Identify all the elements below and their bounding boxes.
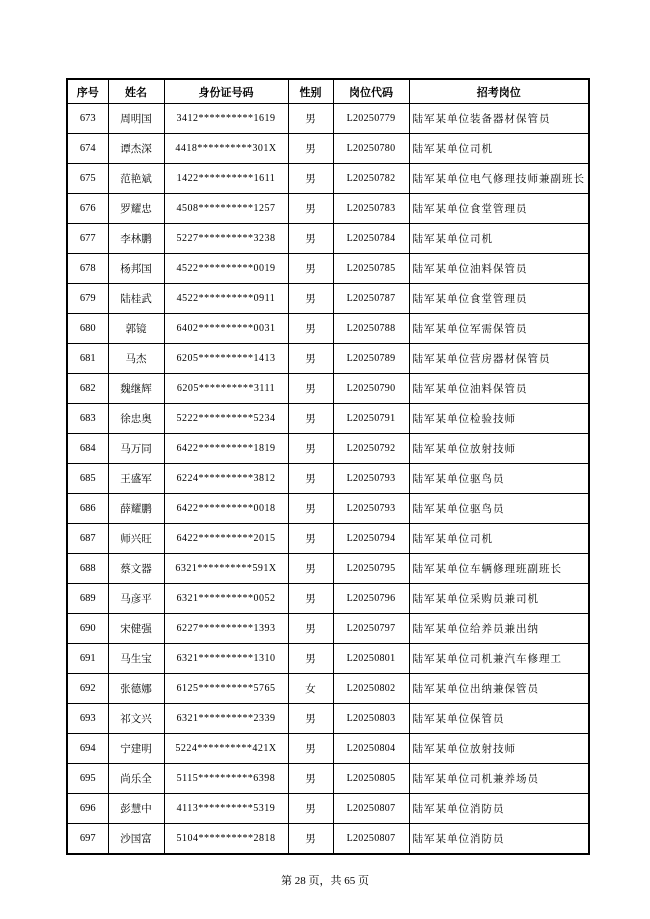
cell-name: 罗耀忠 [108, 194, 164, 224]
header-gender: 性别 [288, 79, 333, 104]
header-serial: 序号 [67, 79, 108, 104]
table-row [67, 284, 589, 314]
cell-position: 陆军某单位驱鸟员 [409, 494, 589, 524]
cell-gender: 男 [288, 134, 333, 164]
cell-position: 陆军某单位出纳兼保管员 [409, 674, 589, 704]
cell-position: 陆军某单位司机 [409, 134, 589, 164]
cell-gender: 男 [288, 224, 333, 254]
cell-gender: 男 [288, 284, 333, 314]
cell-gender: 男 [288, 764, 333, 794]
cell-position: 陆军某单位驱鸟员 [409, 464, 589, 494]
cell-gender: 女 [288, 674, 333, 704]
table-row [67, 134, 589, 164]
cell-gender: 男 [288, 524, 333, 554]
cell-position: 陆军某单位油料保管员 [409, 374, 589, 404]
header-id-number: 身份证号码 [164, 79, 288, 104]
cell-job-code: L20250784 [333, 224, 409, 254]
cell-id-number: 6227**********1393 [164, 614, 288, 644]
table-header [67, 79, 589, 104]
table-row [67, 254, 589, 284]
cell-name: 陆桂武 [108, 284, 164, 314]
cell-serial: 684 [67, 434, 108, 464]
cell-position: 陆军某单位采购员兼司机 [409, 584, 589, 614]
cell-serial: 697 [67, 824, 108, 855]
cell-position: 陆军某单位给养员兼出纳 [409, 614, 589, 644]
cell-name: 杨邦国 [108, 254, 164, 284]
cell-serial: 686 [67, 494, 108, 524]
cell-position: 陆军某单位司机兼汽车修理工 [409, 644, 589, 674]
cell-job-code: L20250794 [333, 524, 409, 554]
cell-gender: 男 [288, 734, 333, 764]
cell-name: 马生宝 [108, 644, 164, 674]
cell-gender: 男 [288, 584, 333, 614]
table-row [67, 434, 589, 464]
page-footer: 第 28 页，共 65 页 [281, 875, 369, 887]
cell-id-number: 6422**********2015 [164, 524, 288, 554]
cell-position: 陆军某单位电气修理技师兼副班长 [409, 164, 589, 194]
table-row [67, 584, 589, 614]
cell-name: 薛耀鹏 [108, 494, 164, 524]
cell-name: 沙国富 [108, 824, 164, 855]
cell-id-number: 4113**********5319 [164, 794, 288, 824]
cell-name: 郭镜 [108, 314, 164, 344]
cell-serial: 676 [67, 194, 108, 224]
cell-job-code: L20250793 [333, 464, 409, 494]
cell-name: 张德娜 [108, 674, 164, 704]
cell-gender: 男 [288, 314, 333, 344]
cell-gender: 男 [288, 794, 333, 824]
table-row [67, 464, 589, 494]
table-row [67, 734, 589, 764]
cell-job-code: L20250801 [333, 644, 409, 674]
cell-id-number: 1422**********1611 [164, 164, 288, 194]
cell-id-number: 4508**********1257 [164, 194, 288, 224]
cell-position: 陆军某单位保管员 [409, 704, 589, 734]
cell-id-number: 6321**********2339 [164, 704, 288, 734]
cell-name: 师兴旺 [108, 524, 164, 554]
cell-position: 陆军某单位车辆修理班副班长 [409, 554, 589, 584]
cell-name: 马彦平 [108, 584, 164, 614]
cell-id-number: 3412**********1619 [164, 104, 288, 134]
cell-serial: 680 [67, 314, 108, 344]
cell-id-number: 5224**********421X [164, 734, 288, 764]
cell-name: 蔡文器 [108, 554, 164, 584]
header-name: 姓名 [108, 79, 164, 104]
header-row [67, 79, 589, 104]
cell-gender: 男 [288, 644, 333, 674]
table-row [67, 104, 589, 134]
cell-position: 陆军某单位放射技师 [409, 734, 589, 764]
cell-serial: 675 [67, 164, 108, 194]
cell-gender: 男 [288, 494, 333, 524]
table-row [67, 674, 589, 704]
cell-name: 谭杰深 [108, 134, 164, 164]
table-row [67, 314, 589, 344]
cell-id-number: 6402**********0031 [164, 314, 288, 344]
cell-serial: 681 [67, 344, 108, 374]
cell-serial: 678 [67, 254, 108, 284]
cell-gender: 男 [288, 194, 333, 224]
cell-job-code: L20250785 [333, 254, 409, 284]
cell-position: 陆军某单位放射技师 [409, 434, 589, 464]
table-row [67, 554, 589, 584]
cell-serial: 674 [67, 134, 108, 164]
cell-id-number: 6224**********3812 [164, 464, 288, 494]
cell-name: 范艳斌 [108, 164, 164, 194]
cell-name: 宁建明 [108, 734, 164, 764]
table-row [67, 794, 589, 824]
cell-serial: 688 [67, 554, 108, 584]
cell-serial: 687 [67, 524, 108, 554]
cell-job-code: L20250803 [333, 704, 409, 734]
cell-job-code: L20250779 [333, 104, 409, 134]
cell-id-number: 4522**********0911 [164, 284, 288, 314]
table-row [67, 374, 589, 404]
cell-gender: 男 [288, 824, 333, 855]
cell-gender: 男 [288, 434, 333, 464]
cell-serial: 673 [67, 104, 108, 134]
cell-id-number: 6422**********1819 [164, 434, 288, 464]
table-row [67, 494, 589, 524]
header-position: 招考岗位 [409, 79, 589, 104]
cell-id-number: 5115**********6398 [164, 764, 288, 794]
cell-serial: 685 [67, 464, 108, 494]
cell-serial: 677 [67, 224, 108, 254]
cell-name: 李林鹏 [108, 224, 164, 254]
cell-serial: 682 [67, 374, 108, 404]
table-row [67, 224, 589, 254]
cell-gender: 男 [288, 554, 333, 584]
cell-serial: 694 [67, 734, 108, 764]
cell-position: 陆军某单位营房器材保管员 [409, 344, 589, 374]
cell-serial: 691 [67, 644, 108, 674]
cell-job-code: L20250796 [333, 584, 409, 614]
recruitment-roster-table [66, 78, 590, 855]
table-row [67, 524, 589, 554]
cell-gender: 男 [288, 704, 333, 734]
cell-gender: 男 [288, 374, 333, 404]
table-row [67, 764, 589, 794]
cell-position: 陆军某单位消防员 [409, 794, 589, 824]
cell-gender: 男 [288, 614, 333, 644]
cell-position: 陆军某单位军需保管员 [409, 314, 589, 344]
cell-job-code: L20250805 [333, 764, 409, 794]
cell-name: 祁文兴 [108, 704, 164, 734]
cell-position: 陆军某单位食堂管理员 [409, 284, 589, 314]
cell-name: 宋健强 [108, 614, 164, 644]
cell-serial: 690 [67, 614, 108, 644]
table-row [67, 164, 589, 194]
cell-id-number: 5104**********2818 [164, 824, 288, 855]
cell-gender: 男 [288, 464, 333, 494]
cell-id-number: 4522**********0019 [164, 254, 288, 284]
cell-id-number: 6321**********0052 [164, 584, 288, 614]
cell-job-code: L20250782 [333, 164, 409, 194]
cell-job-code: L20250787 [333, 284, 409, 314]
cell-name: 徐忠奥 [108, 404, 164, 434]
cell-position: 陆军某单位消防员 [409, 824, 589, 855]
cell-name: 王盛军 [108, 464, 164, 494]
cell-name: 周明国 [108, 104, 164, 134]
cell-gender: 男 [288, 104, 333, 134]
cell-position: 陆军某单位装备器材保管员 [409, 104, 589, 134]
cell-serial: 689 [67, 584, 108, 614]
cell-serial: 679 [67, 284, 108, 314]
table-row [67, 344, 589, 374]
cell-job-code: L20250789 [333, 344, 409, 374]
cell-id-number: 6321**********591X [164, 554, 288, 584]
table-row [67, 644, 589, 674]
cell-gender: 男 [288, 254, 333, 284]
cell-position: 陆军某单位司机 [409, 524, 589, 554]
cell-position: 陆军某单位司机兼养场员 [409, 764, 589, 794]
cell-id-number: 6321**********1310 [164, 644, 288, 674]
cell-serial: 692 [67, 674, 108, 704]
cell-id-number: 5227**********3238 [164, 224, 288, 254]
cell-job-code: L20250788 [333, 314, 409, 344]
table-row [67, 614, 589, 644]
cell-name: 尚乐全 [108, 764, 164, 794]
cell-job-code: L20250780 [333, 134, 409, 164]
cell-job-code: L20250792 [333, 434, 409, 464]
table-row [67, 194, 589, 224]
cell-id-number: 4418**********301X [164, 134, 288, 164]
table-body [67, 104, 589, 855]
cell-gender: 男 [288, 164, 333, 194]
header-job-code: 岗位代码 [333, 79, 409, 104]
cell-serial: 695 [67, 764, 108, 794]
cell-job-code: L20250791 [333, 404, 409, 434]
cell-name: 彭慧中 [108, 794, 164, 824]
table-row [67, 704, 589, 734]
cell-name: 马万同 [108, 434, 164, 464]
cell-id-number: 6422**********0018 [164, 494, 288, 524]
cell-job-code: L20250783 [333, 194, 409, 224]
cell-serial: 696 [67, 794, 108, 824]
cell-id-number: 6205**********3111 [164, 374, 288, 404]
cell-position: 陆军某单位司机 [409, 224, 589, 254]
cell-serial: 683 [67, 404, 108, 434]
cell-gender: 男 [288, 344, 333, 374]
table-row [67, 404, 589, 434]
cell-id-number: 5222**********5234 [164, 404, 288, 434]
cell-id-number: 6205**********1413 [164, 344, 288, 374]
cell-serial: 693 [67, 704, 108, 734]
cell-position: 陆军某单位食堂管理员 [409, 194, 589, 224]
cell-job-code: L20250802 [333, 674, 409, 704]
cell-job-code: L20250807 [333, 824, 409, 855]
cell-gender: 男 [288, 404, 333, 434]
cell-job-code: L20250795 [333, 554, 409, 584]
cell-name: 马杰 [108, 344, 164, 374]
cell-job-code: L20250790 [333, 374, 409, 404]
cell-job-code: L20250793 [333, 494, 409, 524]
cell-job-code: L20250804 [333, 734, 409, 764]
table-row [67, 824, 589, 855]
cell-job-code: L20250807 [333, 794, 409, 824]
cell-name: 魏继辉 [108, 374, 164, 404]
cell-job-code: L20250797 [333, 614, 409, 644]
cell-position: 陆军某单位检验技师 [409, 404, 589, 434]
cell-position: 陆军某单位油料保管员 [409, 254, 589, 284]
cell-id-number: 6125**********5765 [164, 674, 288, 704]
